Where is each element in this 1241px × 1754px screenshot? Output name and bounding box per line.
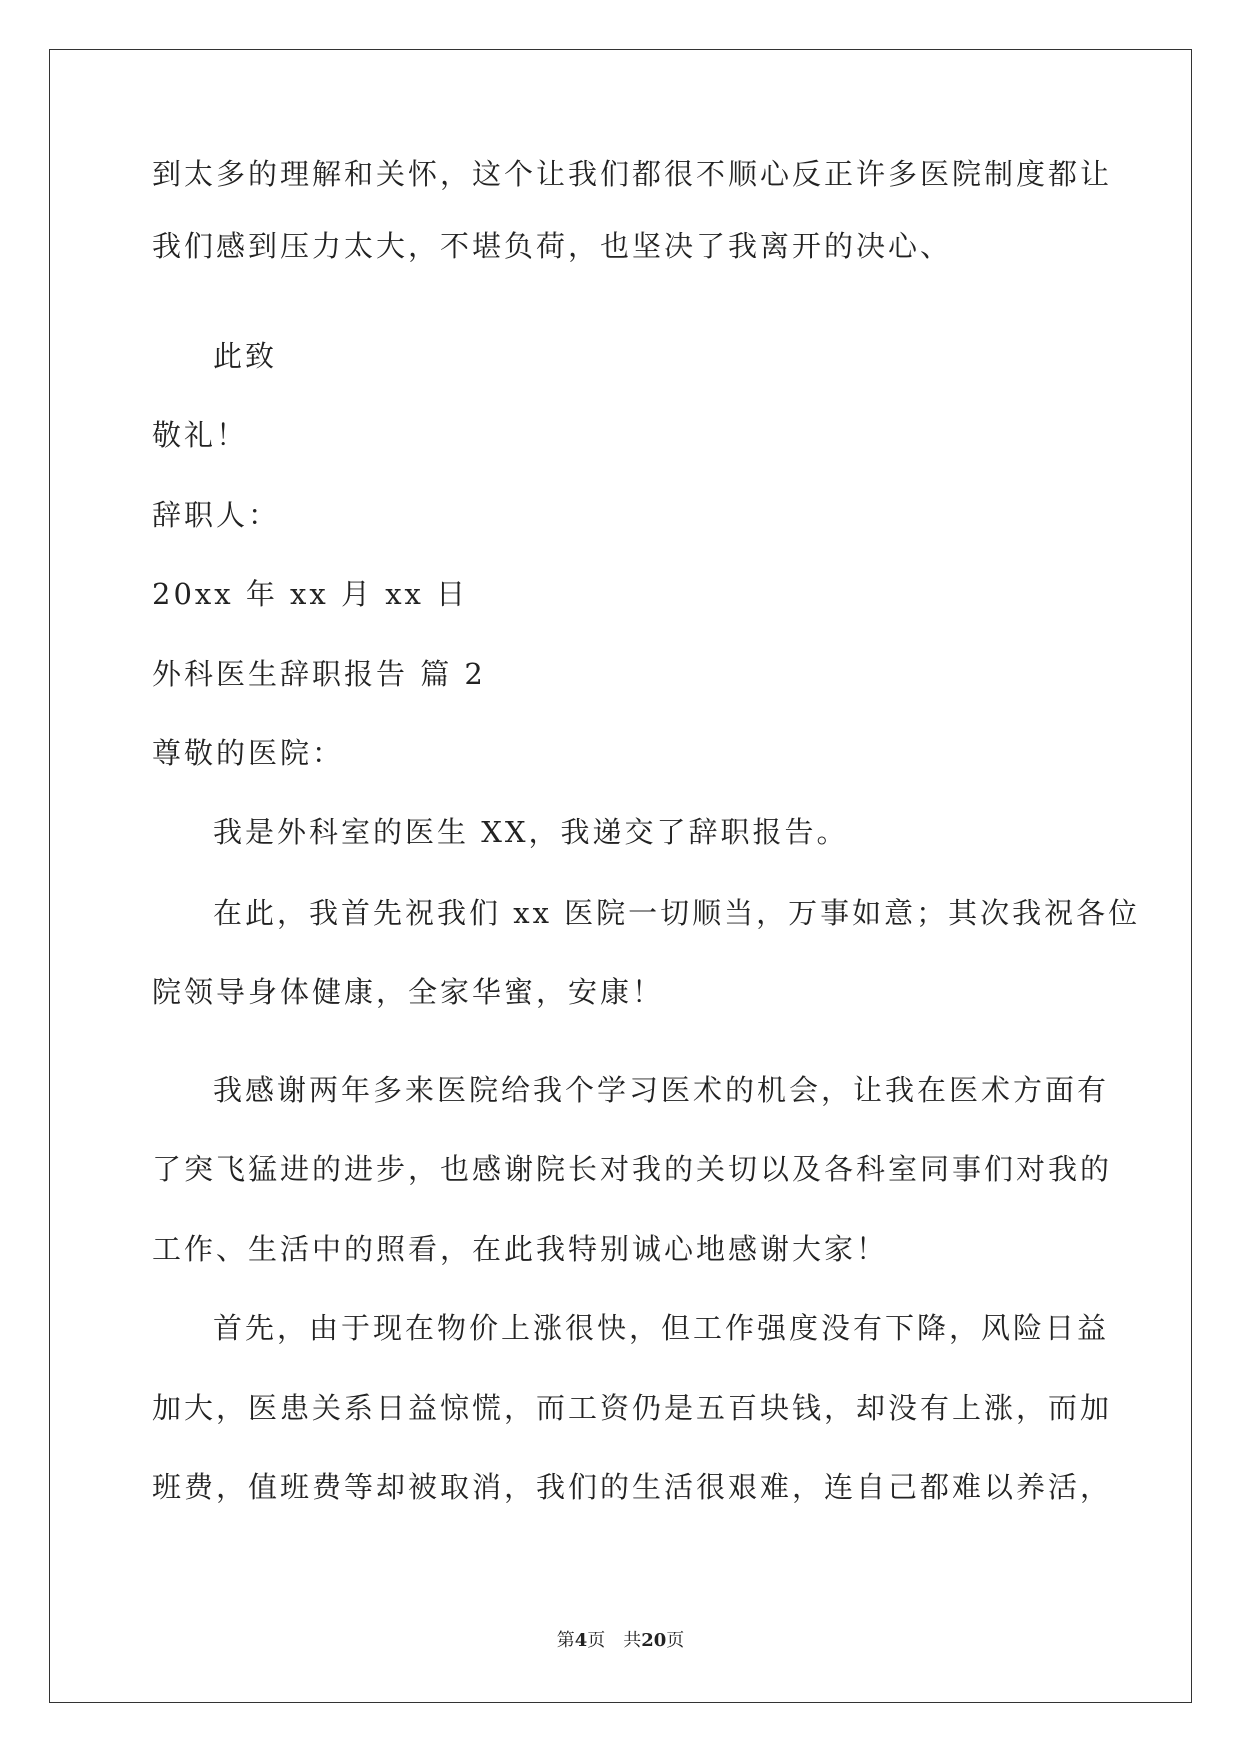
footer-suffix: 页 — [666, 1630, 685, 1651]
text-line: 工作、生活中的照看，在此我特别诚心地感谢大家！ — [152, 1232, 889, 1266]
current-page-number: 4 — [574, 1630, 588, 1651]
text-line: 加大，医患关系日益惊慌，而工资仍是五百块钱，却没有上涨，而加 — [152, 1391, 1113, 1425]
text-line: 院领导身体健康，全家华蜜，安康！ — [152, 975, 665, 1009]
salutation: 尊敬的医院： — [152, 736, 345, 770]
text-line: 首先，由于现在物价上涨很快，但工作强度没有下降，风险日益 — [213, 1311, 1110, 1345]
total-pages-number: 20 — [641, 1630, 667, 1651]
text-line: 辞职人： — [152, 498, 281, 532]
text-line: 在此，我首先祝我们 xx 医院一切顺当，万事如意；其次我祝各位 — [213, 896, 1141, 930]
page-border — [49, 49, 1192, 1703]
text-line: 到太多的理解和关怀，这个让我们都很不顺心反正许多医院制度都让 — [152, 157, 1113, 191]
text-line: 此致 — [213, 339, 278, 373]
text-line: 我感谢两年多来医院给我个学习医术的机会，让我在医术方面有 — [213, 1073, 1110, 1107]
text-line: 20xx 年 xx 月 xx 日 — [152, 577, 469, 611]
footer-prefix: 第 — [556, 1630, 575, 1651]
text-line: 了突飞猛进的进步，也感谢院长对我的关切以及各科室同事们对我的 — [152, 1152, 1113, 1186]
footer-middle: 页 共 — [587, 1630, 642, 1651]
text-line: 敬礼！ — [152, 418, 249, 452]
page-number-footer — [0, 1626, 1241, 1652]
text-line: 我们感到压力太大，不堪负荷，也坚决了我离开的决心、 — [152, 229, 953, 263]
section-heading: 外科医生辞职报告 篇 2 — [152, 657, 486, 691]
text-line: 我是外科室的医生 XX，我递交了辞职报告。 — [213, 815, 849, 849]
text-line: 班费，值班费等却被取消，我们的生活很艰难，连自己都难以养活， — [152, 1470, 1113, 1504]
